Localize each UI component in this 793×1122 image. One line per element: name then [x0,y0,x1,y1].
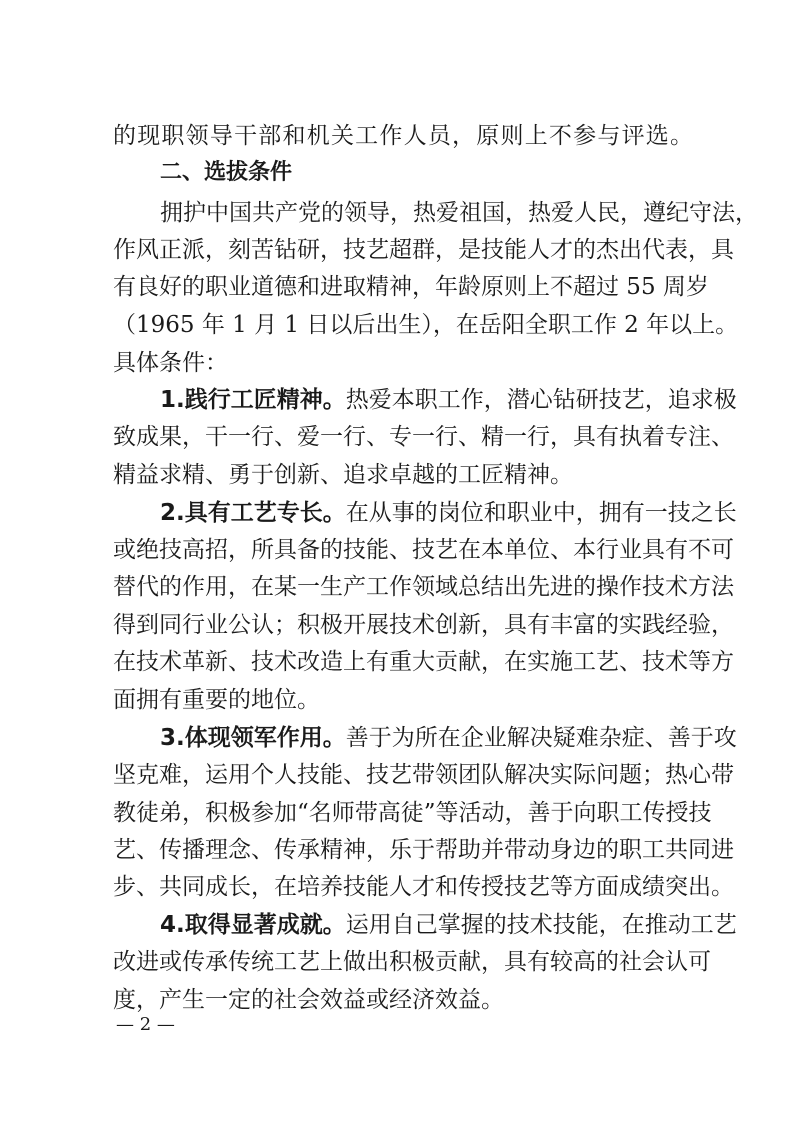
body-line: 在技术革新、技术改造上有重大贡献，在实施工艺、技术等方 [113,649,734,675]
body-line: 或绝技高招，所具备的技能、技艺在本单位、本行业具有不可 [113,537,734,563]
body-line: 替代的作用，在某一生产工作领域总结出先进的操作技术方法 [113,574,734,600]
list-item-2 [160,493,737,533]
item-text: 热爱本职工作，潜心钻研技艺，追求极 [345,387,737,413]
body-line: 拥护中国共产党的领导，热爱祖国，热爱人民，遵纪守法， [160,200,758,226]
list-item-3 [160,718,737,758]
item-text: 善于为所在企业解决疑难杂症、善于攻 [345,725,737,751]
list-item-4 [160,905,737,945]
item-lead: 4.取得显著成就。 [160,912,346,938]
item-text: 在从事的岗位和职业中，拥有一技之长 [345,500,737,526]
body-line: 步、共同成长，在培养技能人才和传授技艺等方面成绩突出。 [113,874,734,900]
body-line: 得到同行业公认；积极开展技术创新，具有丰富的实践经验， [113,612,734,638]
body-line: 精益求精、勇于创新、追求卓越的工匠精神。 [113,462,573,488]
body-line: 坚克难，运用个人技能、技艺带领团队解决实际问题；热心带 [113,762,734,788]
body-line: 面拥有重要的地位。 [113,687,320,713]
body-line: 致成果，干一行、爱一行、专一行、精一行，具有执着专注、 [113,424,734,450]
section-heading: 二、选拔条件 [160,160,293,185]
body-line: 教徒弟，积极参加“名师带高徒”等活动，善于向职工传授技 [113,800,712,826]
body-line: 度，产生一定的社会效益或经济效益。 [113,987,504,1013]
body-line: 艺、传播理念、传承精神，乐于帮助并带动身边的职工共同进 [113,837,734,863]
item-lead: 1.践行工匠精神。 [160,387,346,413]
body-line: 改进或传承传统工艺上做出积极贡献，具有较高的社会认可 [113,949,711,975]
body-line: 具体条件： [113,350,228,376]
item-text: 运用自己掌握的技术技能，在推动工艺 [345,912,737,938]
body-line: 的现职领导干部和机关工作人员，原则上不参与评选。 [113,123,693,149]
item-lead: 3.体现领军作用。 [160,725,346,751]
item-lead: 2.具有工艺专长。 [160,500,346,526]
list-item-1 [160,380,737,420]
body-line: （1965 年 1 月 1 日以后出生），在岳阳全职工作 2 年以上。 [113,312,739,338]
body-line: 作风正派，刻苦钻研，技艺超群，是技能人才的杰出代表，具 [113,237,734,263]
page-number: — 2 — [116,1014,175,1035]
body-line: 有良好的职业道德和进取精神，年龄原则上不超过 55 周岁 [113,274,709,300]
